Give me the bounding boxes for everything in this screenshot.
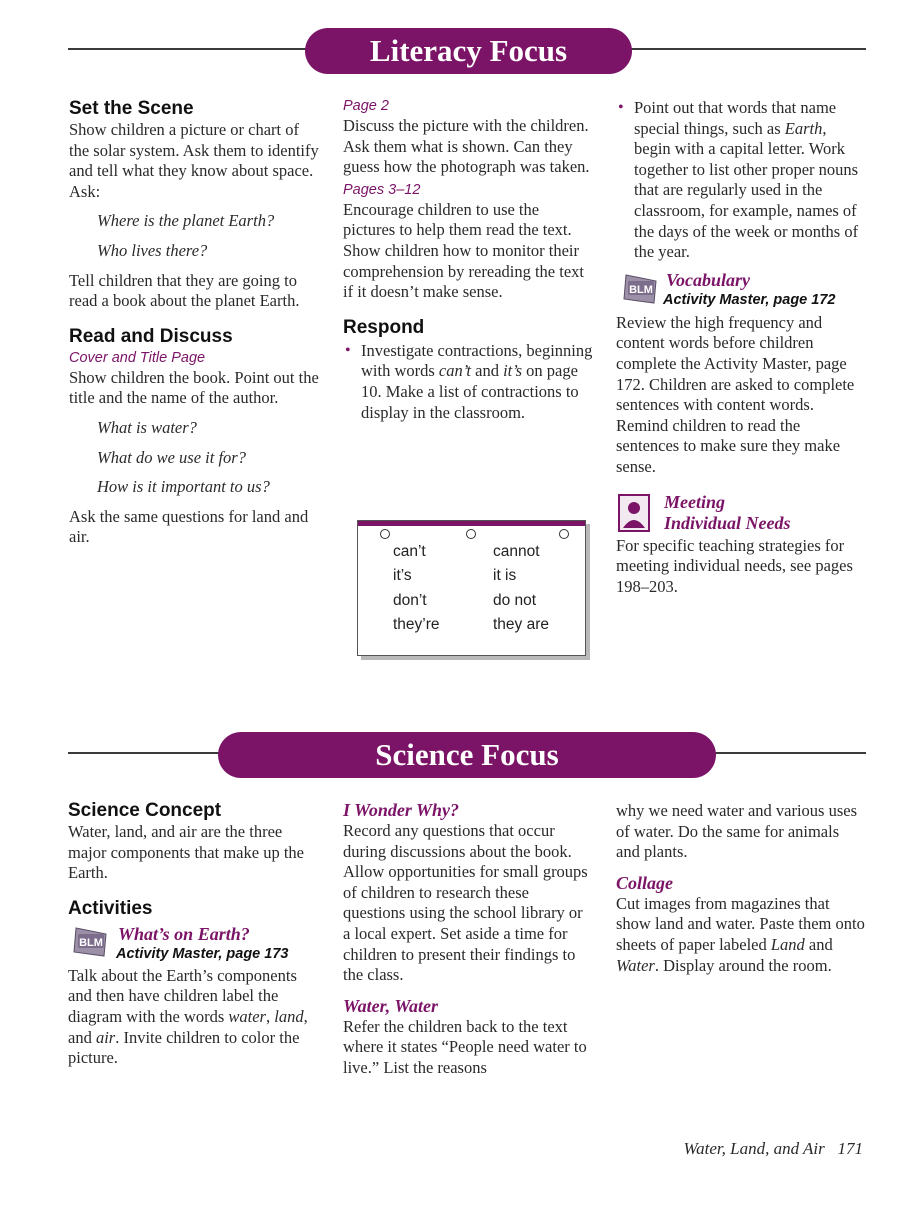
collage-text <box>616 894 866 976</box>
read-discuss-text: Show children the book. Point out the title and the name of the author. <box>69 367 319 408</box>
cover-title-subheading: Cover and Title Page <box>69 349 206 366</box>
contractions-card <box>357 520 586 656</box>
and-word: and <box>804 934 833 954</box>
card-hole-icon <box>559 529 569 539</box>
whats-on-earth-title: What’s on Earth? <box>118 923 250 944</box>
literacy-banner-title: Literacy Focus <box>369 33 568 68</box>
vocabulary-title: Vocabulary <box>666 269 751 290</box>
collage-text-a: Cut images from magazines that show land and water. Paste them onto sheets of paper labeled <box>616 893 865 954</box>
read-discuss-question-1: What is water? <box>97 417 197 437</box>
wonder-why-text: Record any questions that occur during discussions about the book. Allow opportunities for small groups of children to research these questions using the school library or a local expert. Set aside a time for children to present their findings to the class. <box>343 821 588 985</box>
set-scene-question-1: Where is the planet Earth? <box>97 211 275 231</box>
respond-heading: Respond <box>343 316 425 338</box>
page-footer <box>684 1139 863 1159</box>
set-scene-question-2: Who lives there? <box>97 240 208 260</box>
footer-title: Water, Land, and Air <box>683 1139 825 1158</box>
blm-icon <box>70 924 108 956</box>
card-hole-icon <box>380 529 390 539</box>
science-column-1 <box>68 800 318 1069</box>
proper-nouns-bullet <box>616 98 866 263</box>
water-reasons-continued: why we need water and various uses of water. Do the same for animals and plants. <box>616 801 858 862</box>
word-land-label: Land <box>770 934 805 954</box>
word-cant: can’t <box>438 361 471 381</box>
read-discuss-question-3: How is it important to us? <box>97 477 270 497</box>
respond-text-b: and <box>471 361 504 381</box>
meeting-needs-text: For specific teaching strategies for meeting individual needs, see pages 198–203. <box>616 535 853 596</box>
activities-heading: Activities <box>68 897 153 919</box>
contraction-long: they are <box>493 616 550 633</box>
science-column-3 <box>616 801 866 976</box>
banner-rule-right <box>712 752 866 754</box>
meeting-title-line1: Meeting <box>664 491 725 512</box>
science-focus-banner <box>218 732 716 778</box>
page2-subheading: Page 2 <box>343 98 389 114</box>
science-column-2 <box>343 800 593 1079</box>
contraction-short: don’t <box>393 592 427 609</box>
read-discuss-question-2: What do we use it for? <box>97 447 246 467</box>
water-water-title: Water, Water <box>343 995 439 1016</box>
whats-on-earth-header <box>68 924 318 966</box>
read-discuss-heading: Read and Discuss <box>69 325 233 347</box>
contraction-long: cannot <box>493 543 540 560</box>
banner-rule-right <box>630 48 866 50</box>
activities-text-b: . Invite children to color the picture. <box>68 1027 300 1068</box>
banner-rule-left <box>68 752 223 754</box>
pages3-12-subheading: Pages 3–12 <box>343 181 421 198</box>
read-discuss-outro: Ask the same questions for land and air. <box>69 506 309 547</box>
vocabulary-header <box>616 271 866 313</box>
science-concept-heading: Science Concept <box>68 800 222 821</box>
set-scene-intro: Show children a picture or chart of the solar system. Ask them to identify and tell what they know about space. Ask: <box>69 120 319 201</box>
respond-text-c: on page 10. Make a list of contractions to display in the classroom. <box>361 361 579 422</box>
set-scene-outro: Tell children that they are going to read a book about the planet Earth. <box>69 270 300 311</box>
word-its: it’s <box>503 361 523 381</box>
proper-nouns-text-b: , begin with a capital letter. Work together to list other proper nouns that are regularly used in the classroom, for example, names of the days of the week or months of the year. <box>634 118 859 262</box>
card-top-bar <box>358 521 585 526</box>
whats-on-earth-activity-master: Activity Master, page 173 <box>116 945 289 962</box>
word-earth: Earth <box>784 118 823 138</box>
science-banner-title: Science Focus <box>375 737 559 772</box>
water-water-text: Refer the children back to the text where it states “People need water to live.” List the reasons <box>343 1016 587 1077</box>
person-icon <box>618 494 650 532</box>
set-scene-heading: Set the Scene <box>69 98 194 119</box>
page2-text: Discuss the picture with the children. Ask them what is shown. Can they guess how the photograph was taken. <box>343 116 590 177</box>
word-air: air <box>95 1027 116 1047</box>
vocabulary-activity-master: Activity Master, page 172 <box>663 291 836 308</box>
literacy-column-2 <box>343 96 593 423</box>
pages3-12-text: Encourage children to use the pictures to help them read the text. Show children how to monitor their comprehension by rereading the text if it doesn’t make sense. <box>343 199 584 302</box>
contraction-short: can’t <box>393 543 426 560</box>
vocabulary-text: Review the high frequency and content words before children complete the Activity Master, page 172. Children are asked to complete sentences with content words. Remind children to read the sentences to make sure they make sense. <box>616 312 855 476</box>
meeting-title-line2: Individual Needs <box>664 512 791 533</box>
respond-text-a: Investigate contractions, beginning with words <box>361 340 593 381</box>
contraction-long: it is <box>493 567 517 584</box>
word-water: water <box>228 1006 266 1026</box>
contraction-short: it’s <box>393 567 412 584</box>
meeting-needs-header <box>616 492 866 536</box>
activities-text <box>68 966 318 1069</box>
and-sep: , and <box>68 1006 308 1047</box>
page-number: 171 <box>837 1139 863 1158</box>
contraction-long: do not <box>493 592 537 609</box>
blm-icon <box>620 271 658 303</box>
blm-label: BLM <box>629 283 653 296</box>
collage-text-b: . Display around the room. <box>654 955 832 975</box>
word-water-label: Water <box>616 955 655 975</box>
word-land: land <box>274 1006 304 1026</box>
banner-rule-left <box>68 48 308 50</box>
science-concept-text: Water, land, and air are the three major components that make up the Earth. <box>68 822 304 883</box>
proper-nouns-text-a: Point out that words that name special things, such as <box>634 98 837 138</box>
comma-sep: , <box>265 1006 275 1026</box>
literacy-column-3 <box>616 98 866 597</box>
blm-label: BLM <box>79 936 103 949</box>
wonder-why-title: I Wonder Why? <box>343 800 460 820</box>
respond-bullet <box>343 341 593 423</box>
literacy-column-1 <box>69 98 319 548</box>
card-hole-icon <box>466 529 476 539</box>
activities-text-a: Talk about the Earth’s components and then have children label the diagram with the words <box>68 965 297 1026</box>
contraction-short: they’re <box>393 616 440 633</box>
literacy-focus-banner <box>305 28 632 74</box>
collage-title: Collage <box>616 872 673 893</box>
